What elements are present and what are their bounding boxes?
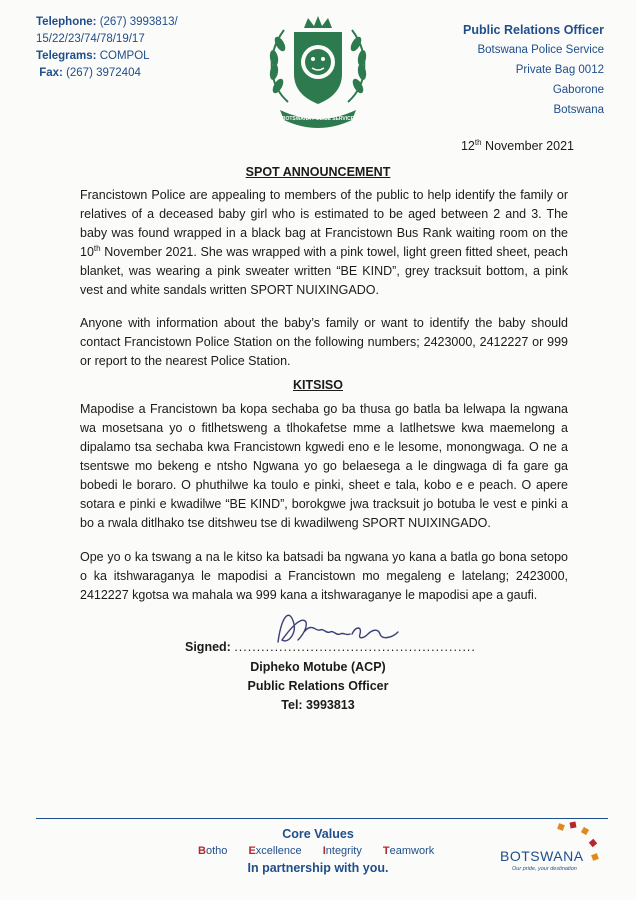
english-paragraph-1	[80, 186, 568, 300]
core-values-title: Core Values	[282, 827, 354, 841]
fax-value: (267) 3972404	[66, 67, 141, 79]
core-value-excellence: Excellence	[248, 845, 302, 857]
address-line-2: Private Bag 0012	[515, 64, 604, 76]
botswana-brand-tagline: Our pride, your destination	[512, 866, 577, 872]
telegrams-line	[36, 48, 236, 65]
address-line-1: Botswana Police Service	[477, 44, 604, 56]
fax-label: Fax:	[39, 67, 63, 79]
core-value-integrity: Integrity	[322, 845, 362, 857]
office-title: Public Relations Officer	[462, 23, 604, 37]
english-paragraph-2: Anyone with information about the baby’s family or want to identify the baby should contact Francistown Police Station on the following numbers; 2423000, 2412227 or 999 or report to the nearest Police Station.	[80, 316, 568, 368]
english-para1-sup: th	[93, 243, 101, 253]
botswana-brand-name: BOTSWANA	[500, 848, 584, 864]
date-rest: November 2021	[485, 139, 574, 154]
date-suffix: th	[474, 138, 482, 147]
address-line-4: Botswana	[553, 104, 604, 116]
core-values-list	[198, 845, 452, 857]
telephone-label: Telephone:	[36, 16, 97, 28]
telephone-line	[36, 14, 236, 31]
signer-title: Public Relations Officer	[247, 679, 389, 693]
signer-telephone: Tel: 3993813	[281, 698, 355, 712]
signature-dots: ......................................................	[234, 640, 476, 654]
signer-name: Dipheko Motube (ACP)	[250, 660, 386, 674]
core-value-botho: Botho	[198, 845, 228, 857]
telephone-line-2: 15/22/23/74/78/19/17	[36, 33, 145, 45]
fax-line	[36, 65, 236, 82]
setswana-paragraph-2: Ope yo o ka tswang a na le kitso ka batsadi ba ngwana yo kana a batla go bona setopo o ka itshwaraganya le mapodisi a Francistown mo megaleng e latelang; 2423000, 2412227 kgotsa wa mahala wa 999 kana a itshwaraganye le mapodisi ape a gaufi.	[80, 550, 568, 602]
core-value-teamwork: Teamwork	[382, 845, 435, 857]
english-heading: SPOT ANNOUNCEMENT	[245, 165, 391, 179]
footer-divider	[36, 818, 608, 819]
telegrams-value: COMPOL	[99, 50, 150, 62]
document-date	[461, 138, 574, 153]
signature-line	[185, 640, 485, 654]
telegrams-label: Telegrams:	[36, 50, 97, 62]
address-line-3: Gaborone	[552, 84, 604, 96]
office-address	[404, 20, 604, 120]
contact-details	[36, 14, 236, 82]
emblem-ribbon-text: BOTSWANA POLICE SERVICE	[281, 116, 355, 122]
partnership-tagline: In partnership with you.	[247, 861, 389, 875]
telephone-value: (267) 3993813/	[99, 16, 178, 28]
setswana-paragraph-1: Mapodise a Francistown ba kopa sechaba go ba thusa go batla ba lelwapa la ngwana wa mosetsana yo o fitlhetsweng a tlhokafetse mme a latlhetswe kwa maemelong a dipalamo tsa sechaba kwa Francistown kgwedi eno e le lesome, monongwaga. O ne a tsentswe mo bekeng e ntsho Ngwana yo go belaesega a le dingwaga di fa gare ga bobedi le boraro. O phuthilwe ka toulo e pinki, sheet e tala, kobo e e peach. O apere sotara e pinki e kwadilwe “BE KIND”, borokgwe jwa tracksuit jo botuba le vest e pinki a bo a rwala ditlhako tse ditshweu tse di kwadilweng SPORT NUIXINGADO.	[80, 402, 568, 530]
setswana-heading: KITSISO	[292, 378, 343, 392]
signed-label: Signed:	[185, 640, 231, 654]
english-para1-part-b: November 2021. She was wrapped with a pink towel, light green fitted sheet, peach blanket, was wearing a pink sweater written “BE KIND”, grey tracksuit bottom, a pink vest and white sandals written SPORT NUIXINGADO.	[80, 245, 568, 297]
police-emblem-icon	[258, 14, 378, 130]
date-day: 12	[460, 139, 475, 154]
english-para1-part-a: Francistown Police are appealing to members of the public to help identify the family or relatives of a deceased baby girl who is estimated to be aged between 2 and 3. The baby was found wrapped in a black bag at Francistown Bus Rank waiting room on the 10	[80, 188, 568, 259]
